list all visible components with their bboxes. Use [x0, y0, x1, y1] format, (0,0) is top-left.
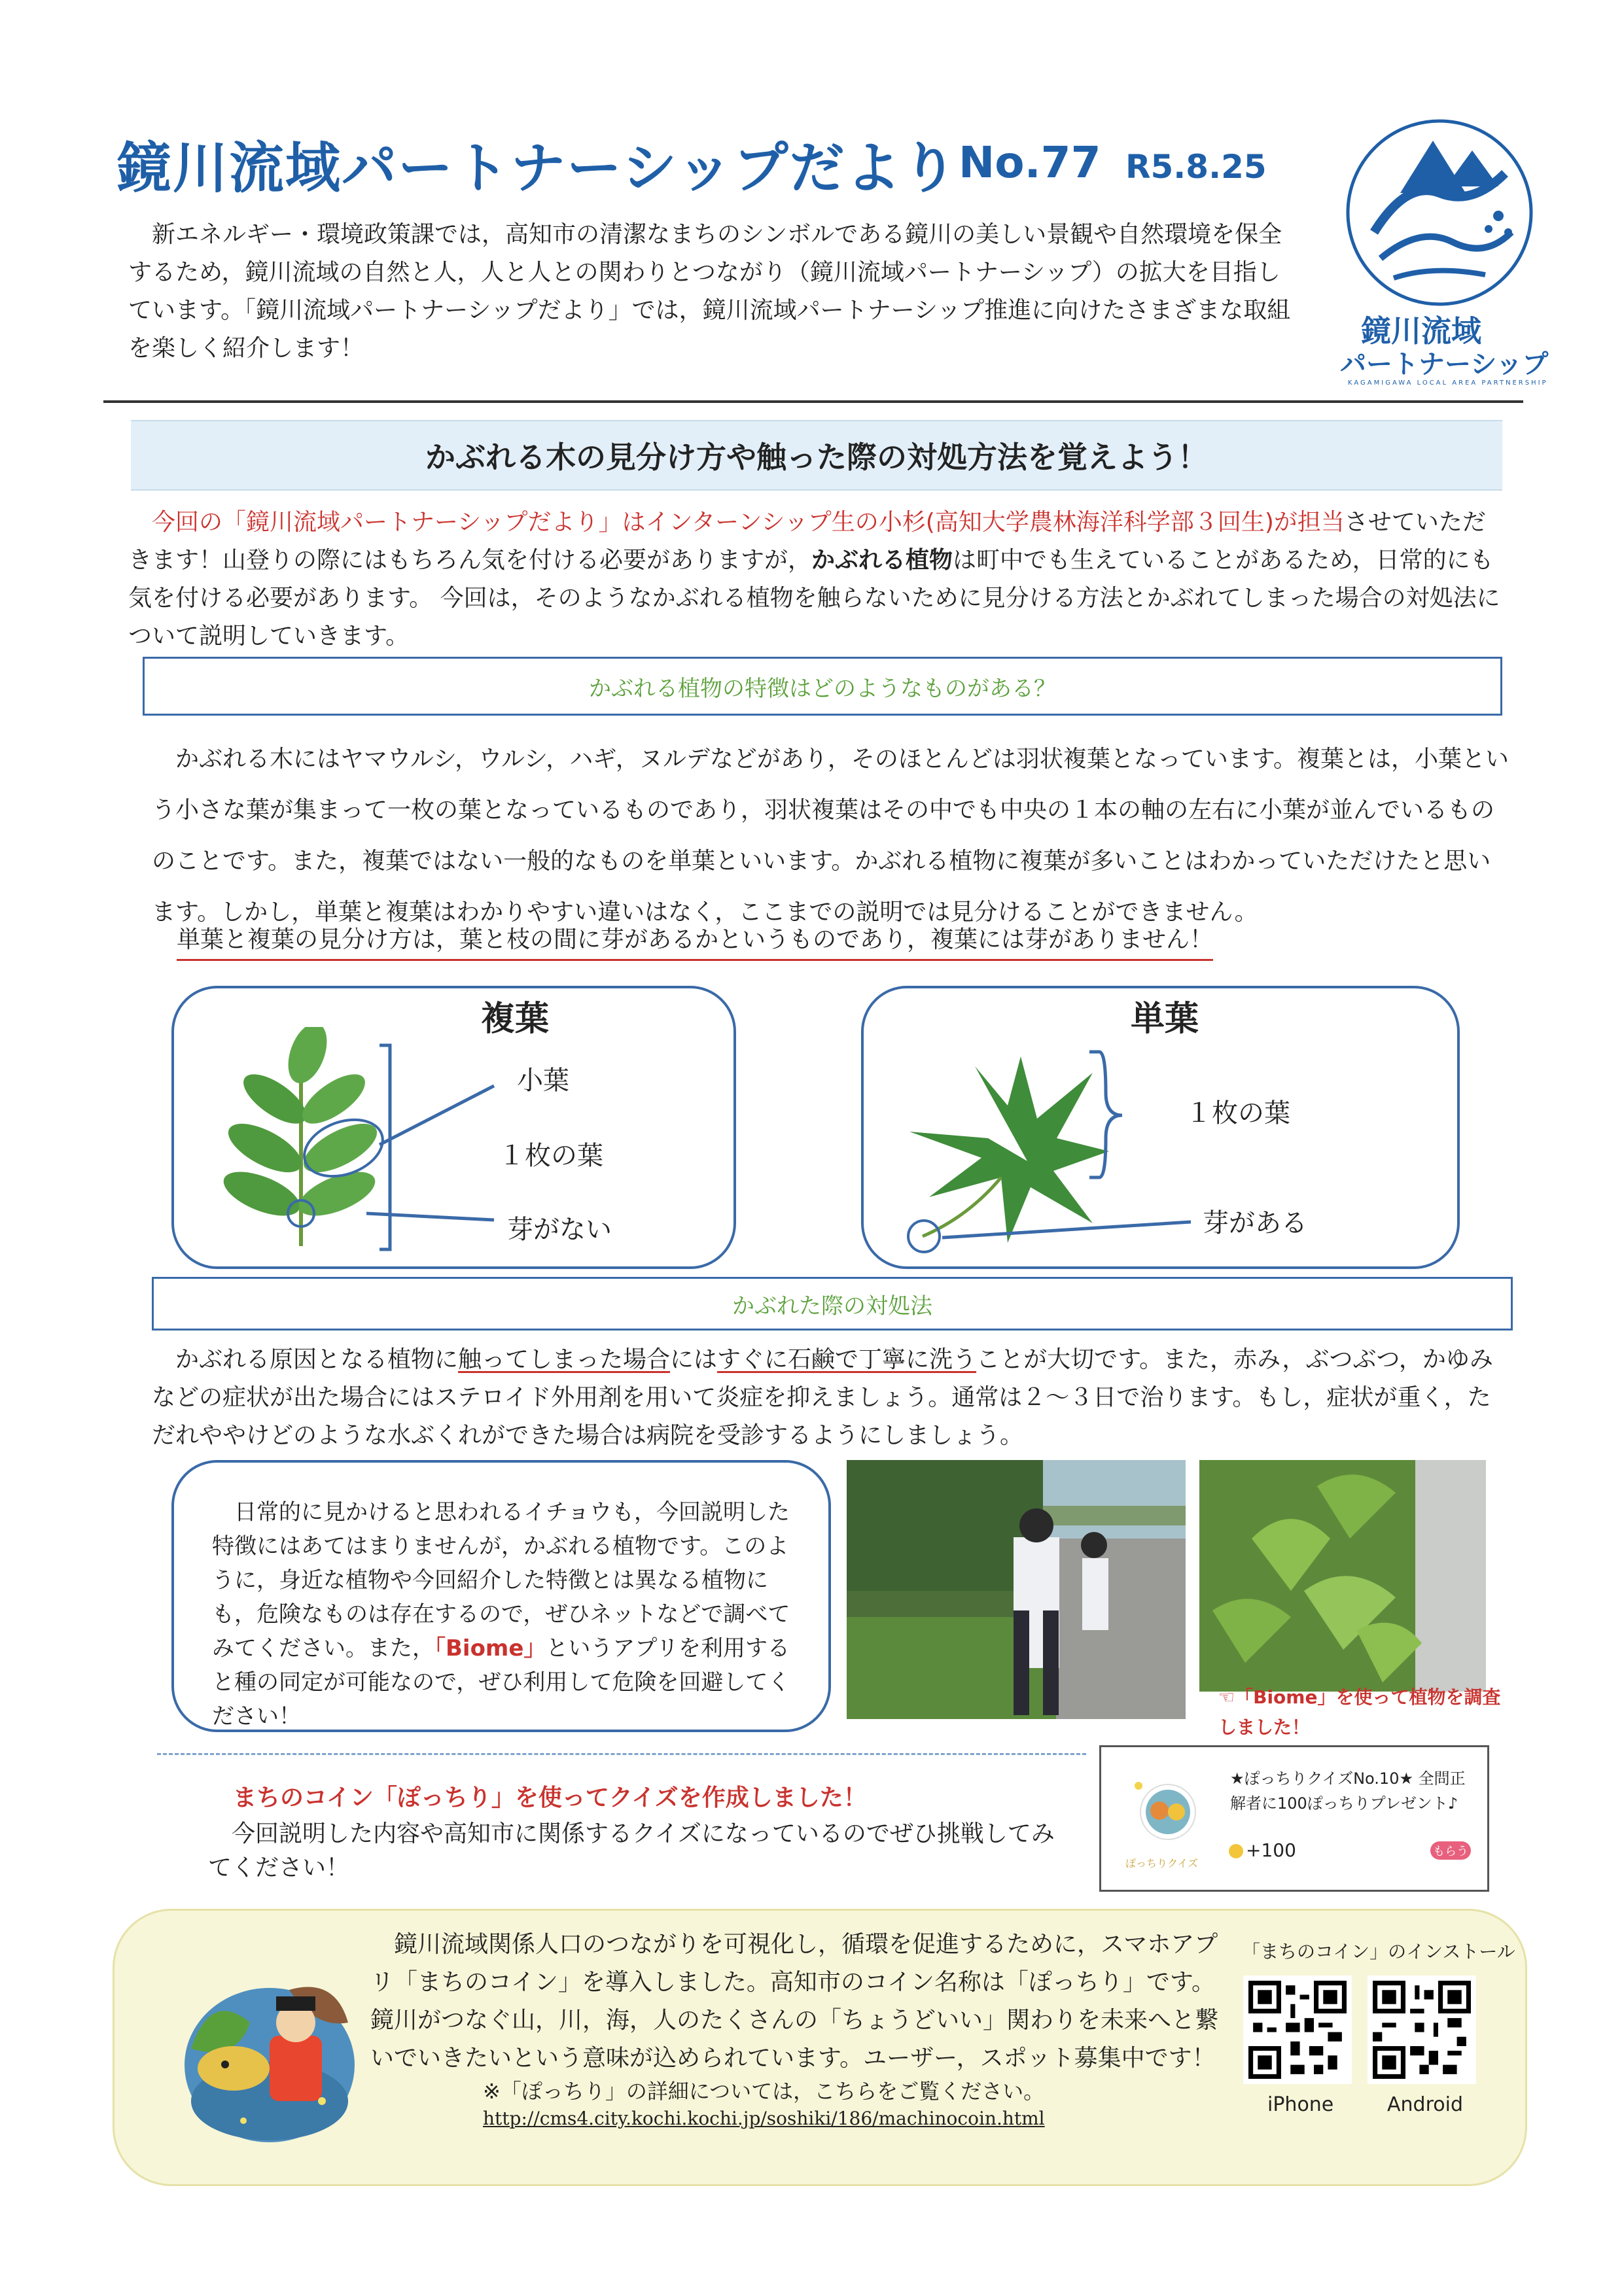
- logo-text-line2: パートナーシップ: [1340, 349, 1549, 379]
- ginkgo-note-box: [171, 1460, 831, 1732]
- quiz-card-text: ★ぽっちりクイズNo.10★ 全問正解者に100ぽっちりプレゼント♪: [1230, 1769, 1466, 1813]
- lead-paragraph: [128, 504, 1502, 655]
- quiz-paragraph: 今回説明した内容や高知市に関係するクイズになっているのでぜひ挑戦してみてください！: [208, 1820, 1055, 1881]
- compound-label-leaf: １枚の葉: [499, 1141, 603, 1171]
- subheading-treatment: かぶれた際の対処法: [152, 1277, 1513, 1331]
- photo-ginkgo-leaves: [1199, 1460, 1486, 1692]
- simple-label-leaf: １枚の葉: [1186, 1098, 1290, 1128]
- details-note: ※「ぽっちり」の詳細については，こちらをご覧ください。: [483, 2079, 1045, 2104]
- issue-number: No.77: [959, 137, 1101, 188]
- quiz-heading: まちのコイン「ぽっちり」を使ってクイズを作成しました！: [233, 1784, 867, 1811]
- issue-date: R5.8.25: [1125, 148, 1267, 186]
- subheading-features: かぶれる植物の特徴はどのようなものがある？: [143, 657, 1502, 716]
- quiz-mascot-icon: [1119, 1766, 1217, 1864]
- note-biome-text: 「Biome」: [434, 1635, 546, 1661]
- details-link[interactable]: http://cms4.city.kochi.kochi.jp/soshiki/186/machinocoin.html: [483, 2108, 1045, 2129]
- compound-leaf-title: 複葉: [481, 1000, 550, 1039]
- logo-text-line1: 鏡川流域: [1361, 313, 1481, 349]
- intro-paragraph: 新エネルギー・環境政策課では，高知市の清潔なまちのシンボルである鏡川の美しい景観や自然環境を保全するため，鏡川流域の自然と人，人と人との関わりとつながり（鏡川流域パートナーシップ）の拡大を目指しています。「鏡川流域パートナーシップだより」では，鏡川流域パートナーシップ推進に向けたさまざまな取組を楽しく紹介します！: [128, 221, 1291, 362]
- note-text-a: 日常的に見かけると思われるイチョウも，今回説明した特徴にはあてはまりませんが，かぶれる植物です。このように，身近な植物や今回紹介した特徴とは異なる植物にも，危険なものは存在するので，ぜひネットなどで調べてみてください。また，: [212, 1499, 790, 1661]
- qr-label-iphone: iPhone: [1267, 2093, 1334, 2116]
- qr-code-android[interactable]: [1368, 1975, 1476, 2084]
- coin-icon: [1229, 1844, 1243, 1858]
- treatment-underline-1: 触ってしまった場合: [458, 1346, 671, 1373]
- qr-label-android: Android: [1387, 2093, 1463, 2116]
- treatment-underline-2: すぐに石鹸で丁寧に洗う: [717, 1346, 977, 1373]
- article-heading: かぶれる木の見分け方や触った際の対処方法を覚えよう！: [131, 420, 1502, 491]
- logo-text-line3: KAGAMIGAWA LOCAL AREA PARTNERSHIP: [1348, 379, 1548, 387]
- quiz-card-coin-value: +100: [1246, 1839, 1296, 1861]
- treatment-text-a: かぶれる原因となる植物に: [175, 1346, 459, 1373]
- lead-text-1: させていただきます！山登りの際にはもちろん気を付ける必要がありますが，: [128, 509, 1486, 574]
- note-text-b: というアプリを利用すると種の同定が可能なので，ぜひ利用して危険を回避してください！: [212, 1635, 790, 1730]
- quiz-mascot-label: ぽっちりクイズ: [1125, 1857, 1199, 1870]
- lead-text-2: は町中でも生えていることがあるため，日常的にも気を付ける必要があります。 今回は，そのようなかぶれる植物を触らないために見分ける方法とかぶれてしまった場合の対処法について説明していきます。: [128, 547, 1500, 650]
- quiz-card-get-button[interactable]: もらう: [1430, 1841, 1471, 1860]
- machinocoin-paragraph: 鏡川流域関係人口のつながりを可視化し，循環を促進するために，スマホアプリ「まちのコイン」を導入しました。高知市のコイン名称は「ぽっちり」です。鏡川がつなぐ山，川，海，人のたくさんの「ちょうどいい」関わりを未来へと繋いでいきたいという意味が込められています。ユーザー，スポット募集中です！: [370, 1931, 1219, 2072]
- key-point-line: 単葉と複葉の見分け方は，葉と枝の間に芽があるかというものであり，複葉には芽がありません！: [177, 921, 1213, 961]
- treatment-text-c: ことが大切です。また，赤み，ぶつぶつ，かゆみなどの症状が出た場合にはステロイド外用剤を用いて炎症を抑えましょう。通常は２～３日で治ります。もし，症状が重く，ただれややけどのような水ぶくれができた場合は病院を受診するようにしましょう。: [152, 1346, 1493, 1449]
- treatment-paragraph: [152, 1341, 1513, 1455]
- section-divider-dashed: [157, 1753, 1086, 1755]
- pocchiri-mascot-illustration: [171, 1951, 360, 2147]
- treatment-text-b: には: [670, 1346, 718, 1373]
- features-paragraph: かぶれる木にはヤマウルシ，ウルシ，ハギ，ヌルデなどがあり，そのほとんどは羽状複葉となっています。複葉とは，小葉という小さな葉が集まって一枚の葉となっているものであり，羽状複葉はその中でも中央の１本の軸の左右に小葉が並んでいるもののことです。また，複葉ではない一般的なものを単葉といいます。かぶれる植物に複葉が多いことはわかっていただけたと思います。しかし，単葉と複葉はわかりやすい違いはなく，ここまでの説明では見分けることができません。: [152, 746, 1509, 926]
- simple-leaf-pointers: [942, 1047, 1204, 1256]
- install-label: 「まちのコイン」のインストール: [1242, 1941, 1515, 1962]
- newsletter-title: 鏡川流域パートナーシップだより: [116, 136, 959, 200]
- lead-red-text: 今回の「鏡川流域パートナーシップだより」はインターンシップ生の小杉(高知大学農林海洋科学部３回生)が担当: [152, 509, 1345, 536]
- biome-caption: ☜「Biome」を使って植物を調査しました！: [1218, 1686, 1501, 1738]
- photo-plant-survey: [847, 1460, 1186, 1719]
- simple-leaf-title: 単葉: [1131, 1000, 1199, 1039]
- qr-code-iphone[interactable]: [1243, 1975, 1352, 2084]
- simple-label-bud: 芽がある: [1203, 1208, 1307, 1238]
- quiz-card-coin: [1229, 1839, 1296, 1861]
- compound-label-leaflet: 小葉: [517, 1066, 569, 1096]
- compound-label-bud: 芽がない: [507, 1215, 612, 1245]
- lead-bold-text: かぶれる植物: [811, 547, 953, 574]
- header-divider: [103, 400, 1523, 403]
